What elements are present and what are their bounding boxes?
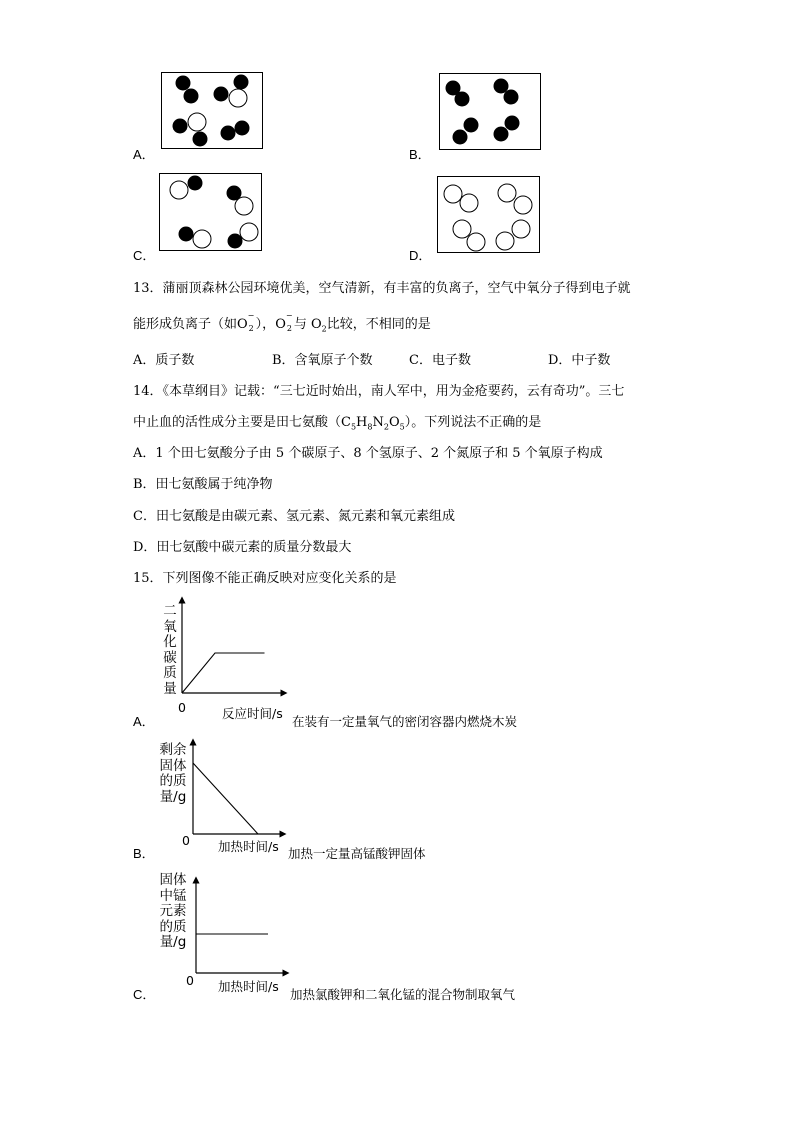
graph-a-option-label: A．: [133, 714, 155, 729]
q13-stem-post: ），: [255, 317, 276, 332]
q13-ion-symbol: O: [275, 317, 286, 332]
graph-b-y-label: 剩余 固体 的质 量/g: [159, 742, 187, 805]
white-atom: [453, 220, 471, 238]
q13-ion-sub: 2: [248, 324, 254, 333]
graph-b-x-label: 加热时间/s: [218, 839, 279, 854]
q13-stem-line1: 13．蒲丽顶森林公园环境优美，空气清新，有丰富的负离子，空气中氧分子得到电子就: [133, 281, 631, 296]
white-atom: [512, 220, 530, 238]
q12-option-b-label: B．: [409, 147, 431, 162]
graph-c-plot: [190, 876, 290, 978]
white-atom: [467, 233, 485, 251]
q12-diagram-a: [161, 72, 264, 150]
q14-option-b: B．田七氨酸属于纯净物: [133, 477, 273, 492]
q13-ion-sup: −: [247, 311, 255, 320]
graph-a-plot: [176, 596, 296, 702]
graph-a-caption: 在装有一定量氧气的密闭容器内燃烧木炭: [292, 714, 518, 729]
graph-a-curve: [182, 653, 265, 693]
q13-stem-line2: 能形成负离子（如O − 2 ），O − 2 与 $O_2$比较，不相同的是: [133, 311, 431, 334]
q14-option-d: D．田七氨酸中碳元素的质量分数最大: [133, 540, 352, 555]
q12-option-a-label: A．: [133, 147, 155, 162]
q12-diagram-b: [439, 73, 542, 151]
black-atom: [184, 89, 199, 104]
graph-c-y-label: 固体 中锰 元素 的质 量/g: [159, 872, 187, 951]
q13-stem-pre: 能形成负离子（如O: [133, 317, 248, 332]
q13-o2-sub: 2: [321, 324, 327, 334]
black-atom: [455, 92, 470, 107]
white-atom: [240, 223, 258, 241]
black-atom: [173, 119, 188, 134]
black-atom: [235, 121, 250, 136]
black-atom: [505, 116, 520, 131]
black-atom: [504, 90, 519, 105]
q12-option-c-label: C．: [133, 248, 156, 263]
q15-stem: 15．下列图像不能正确反映对应变化关系的是: [133, 571, 397, 586]
graph-b-caption: 加热一定量高锰酸钾固体: [288, 846, 426, 861]
graph-b-origin: 0: [182, 833, 190, 848]
white-atom: [444, 185, 462, 203]
q13-option-b: B．含氧原子个数: [272, 353, 373, 368]
black-atom: [188, 176, 203, 191]
white-atom: [496, 232, 514, 250]
black-atom: [176, 76, 191, 91]
white-atom: [514, 196, 532, 214]
black-atom: [214, 87, 229, 102]
graph-c-x-label: 加热时间/s: [218, 979, 279, 994]
white-atom: [188, 113, 206, 131]
q14-stem-line2: 中止血的活性成分主要是田七氨酸$(C_5H_8N_2O_5)$。下列说法不正确的是: [133, 415, 542, 432]
q14-stem-line1: 14．《本草纲目》记载：“三七近时始出，南人军中，用为金疮要药，云有奇功”。三七: [133, 384, 625, 399]
graph-b-plot: [187, 738, 287, 838]
q14-stem-pre: 中止血的活性成分主要是田七氨酸（C: [133, 415, 351, 430]
black-atom: [234, 75, 249, 90]
white-atom: [193, 230, 211, 248]
white-atom: [170, 181, 188, 199]
q13-option-c: C．电子数: [409, 353, 471, 368]
black-atom: [453, 130, 468, 145]
graph-a-y-label: 二 氧 化 碳 质 量: [163, 603, 177, 697]
black-atom: [228, 234, 243, 249]
graph-a-origin: 0: [178, 700, 186, 715]
q14-option-c: C．田七氨酸是由碳元素、氢元素、氮元素和氧元素组成: [133, 509, 455, 524]
graph-b-curve: [193, 763, 258, 834]
black-atom: [193, 132, 208, 147]
q14-option-a: A．1 个田七氨酸分子由 5 个碳原子、8 个氢原子、2 个氮原子和 5 个氧原子构成: [133, 446, 603, 461]
graph-a-x-label: 反应时间/s: [222, 706, 283, 721]
q12-diagram-c: [159, 173, 263, 252]
graph-b-option-label: B．: [133, 846, 155, 861]
graph-c-caption: 加热氯酸钾和二氧化锰的混合物制取氧气: [290, 987, 516, 1002]
black-atom: [179, 227, 194, 242]
black-atom: [221, 126, 236, 141]
q13-option-d: D．中子数: [548, 353, 611, 368]
q13-stem-post2: 与 O: [293, 317, 322, 332]
q12-option-d-label: D．: [409, 248, 432, 263]
white-atom: [460, 194, 478, 212]
white-atom: [498, 184, 516, 202]
q14-stem-post: ）。下列说法不正确的是: [404, 415, 542, 430]
black-atom: [464, 118, 479, 133]
q13-option-a: A．质子数: [133, 353, 195, 368]
white-atom: [229, 89, 247, 107]
white-atom: [235, 197, 253, 215]
q12-diagram-d: [437, 176, 541, 254]
black-atom: [494, 127, 509, 142]
q13-stem-end: 比较，不相同的是: [326, 317, 431, 332]
graph-c-origin: 0: [186, 973, 194, 988]
graph-c-option-label: C．: [133, 987, 156, 1002]
